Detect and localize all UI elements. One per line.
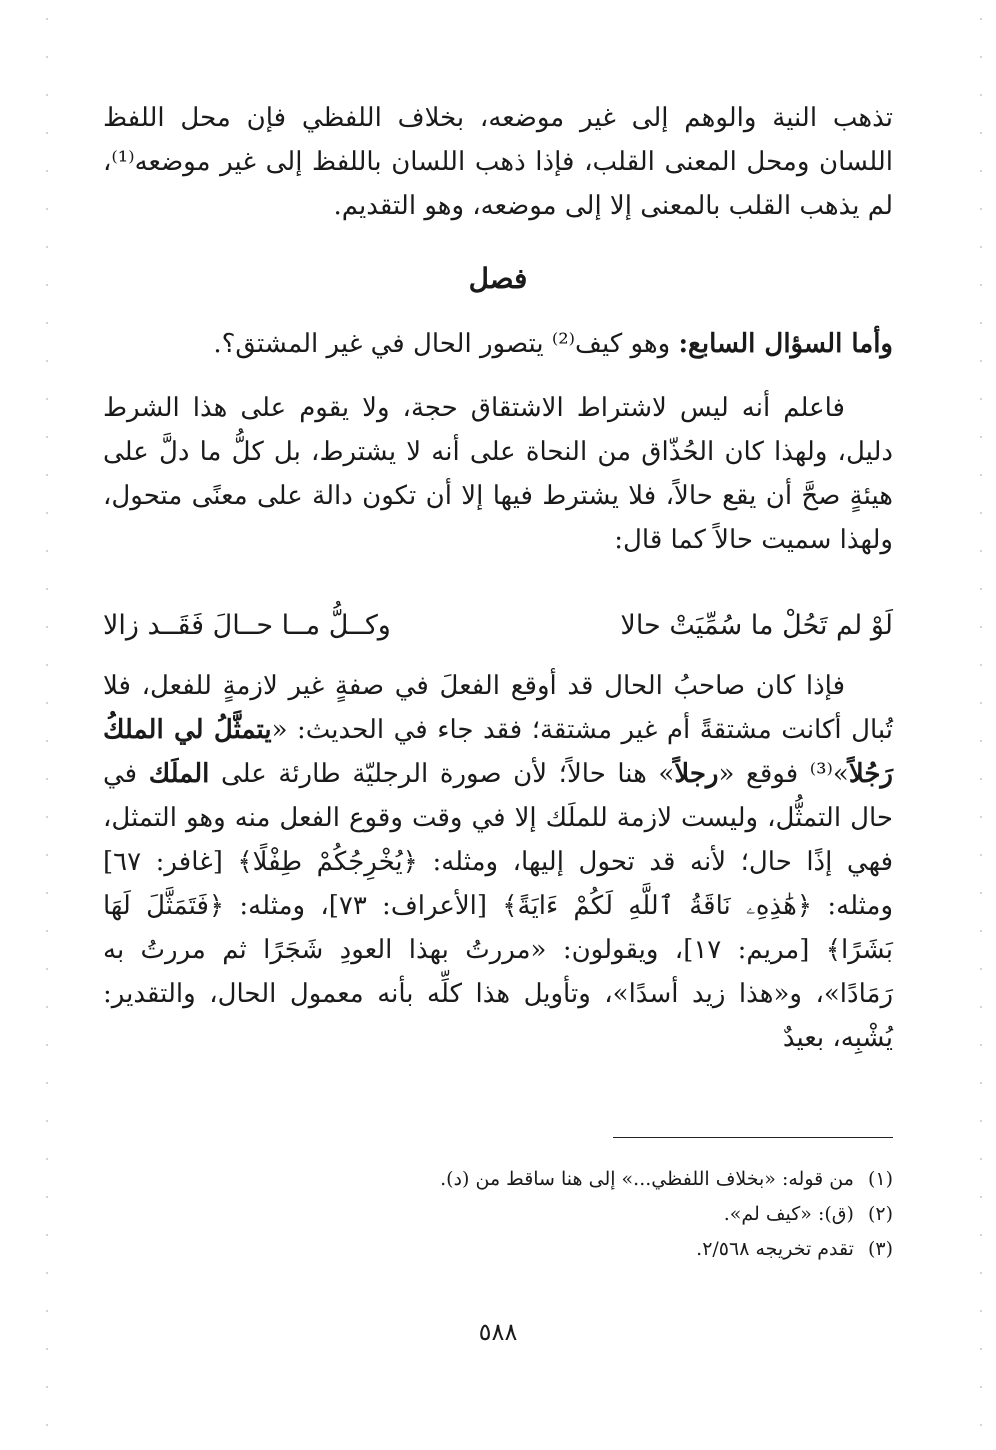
paragraph-continuation: تذهب النية والوهم إلى غير موضعه، بخلاف اللفظي فإن محل اللفظ اللسان ومحل المعنى القلب، فإذا ذهب اللسان باللفظ إلى غير موضعه⁽¹⁾، لم يذهب القلب بالمعنى إلا إلى موضعه، وهو التقديم. [103,103,893,221]
footnote-number: (٣) [867,1238,893,1260]
footnote-separator [613,1137,893,1138]
footnote-2 [103,1197,893,1232]
footnote-text: من قوله: «بخلاف اللفظي...» إلى هنا ساقط من (د). [440,1168,854,1190]
p4-text-3: » هنا حالاً؛ لأن صورة الرجليّة طارئة على [209,759,675,789]
footnote-text: (ق): «كيف لم». [723,1203,854,1225]
footnote-3 [103,1232,893,1267]
footnotes [103,1162,893,1267]
footnote-number: (١) [867,1168,893,1190]
p4-text-4: في حال التمثُّل، وليست لازمة للملَك إلا في وقت وقوع الفعل منه وهو التمثل، فهي إذًا حال؛ لأنه قد تحول إليها، ومثله: ﴿يُخْرِجُكُمْ طِفْلًا﴾ [غافر: ٦٧] ومثله: ﴿هَٰذِهِۦ نَاقَةُ ٱللَّهِ لَكُمْ ءَايَةً﴾ [الأعراف: ٧٣]، ومثله: ﴿فَتَمَثَّلَ لَهَا بَشَرًا﴾ [مريم: ١٧]، ويقولون: «مررتُ بهذا العودِ شَجَرًا ثم مررتُ به رَمَادًا»، و«هذا زيد أسدًا»، وتأويل هذا كلِّه بأنه معمول الحال، والتقدير: يُشْبِه، بعيدٌ [103,759,893,1053]
question-label: وأما السؤال السابع: [678,329,893,359]
paragraph-answer: فاعلم أنه ليس لاشتراط الاشتقاق حجة، ولا يقوم على هذا الشرط دليل، ولهذا كان الحُذّاق من النحاة على أنه لا يشترط، بل كلُّ ما دلَّ على هيئةٍ صحَّ أن يقع حالاً، فلا يشترط فيها إلا أن تكون دالة على معنًى متحول، ولهذا سميت حالاً كما قال: [103,393,893,555]
question-text: وهو كيف⁽²⁾ يتصور الحال في غير المشتق؟. [213,329,679,359]
section-heading: فصل [468,262,528,295]
p4-text-2: »⁽³⁾ فوقع « [718,759,849,789]
verse-second-hemistich: وكــلُّ مــا حــالَ فَقَــد زالا [103,610,391,641]
hadith-quote: يتمثَّلُ لي الملكُ رَجُلاً [103,715,893,789]
rajulan-word: رجلاً [674,759,719,789]
poetry-verse [103,604,893,648]
question-seven [103,322,893,366]
page-number: ٥٨٨ [478,1318,518,1346]
footnote-1 [103,1162,893,1197]
malak-word: الملَك [148,759,210,789]
p4-text-1: فإذا كان صاحبُ الحال قد أوقع الفعلَ في صفةٍ غير لازمةٍ للفعل، فلا تُبال أكانت مشتقةً أم غير مشتقة؛ فقد جاء في الحديث: « [103,671,893,745]
verse-first-hemistich: لَوْ لم تَحُلْ ما سُمِّيَتْ حالا [620,610,893,641]
footnote-text: تقدم تخريجه ٢/٥٦٨. [696,1238,854,1260]
footnote-number: (٢) [867,1203,893,1225]
paragraph-examples [103,664,893,1060]
